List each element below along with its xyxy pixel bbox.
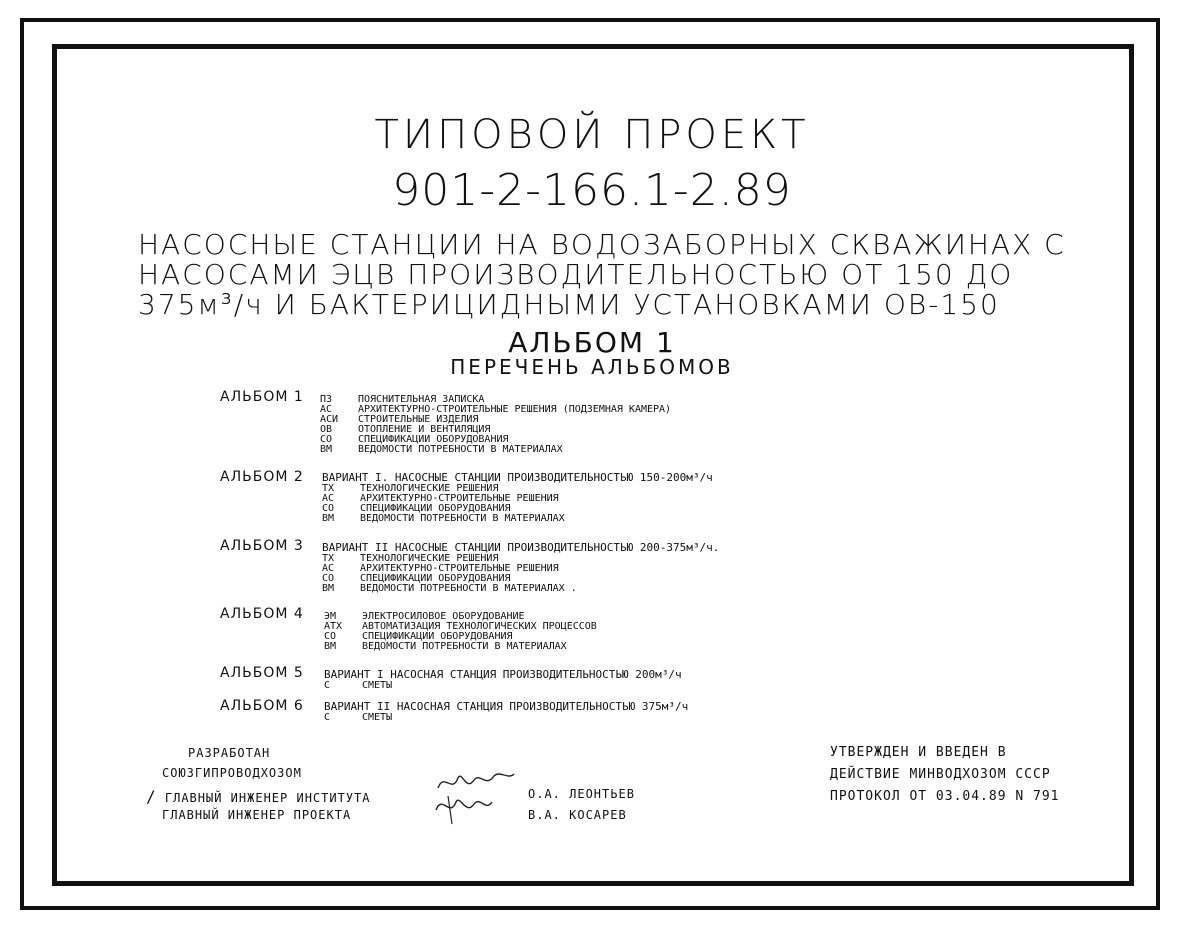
item-code: ВМ [320, 444, 333, 455]
album-2-items [322, 471, 713, 524]
album-1-items [320, 395, 671, 455]
item-text: ТЕХНОЛОГИЧЕСКИЕ РЕШЕНИЯ [360, 553, 499, 564]
approval-line-3: ПРОТОКОЛ ОТ 03.04.89 N 791 [830, 789, 1060, 804]
subtitle-line-3: 375м³/ч И БАКТЕРИЦИДНЫМИ УСТАНОВКАМИ ОВ-150 [138, 288, 1000, 321]
item-code: СО [320, 434, 333, 445]
album-6-items [324, 700, 688, 723]
developed-org: СОЮЗГИПРОВОДХОЗОМ [162, 766, 302, 780]
album-label-1: АЛЬБОМ 1 [220, 389, 304, 405]
item-text: СТРОИТЕЛЬНЫЕ ИЗДЕЛИЯ [358, 414, 479, 425]
item-code: ВМ [322, 583, 335, 594]
item-code: СО [324, 631, 337, 642]
item-code: ТХ [322, 553, 335, 564]
item-text: СПЕЦИФИКАЦИИ ОБОРУДОВАНИЯ [360, 503, 511, 514]
item-code: ВМ [322, 513, 335, 524]
name-2: В.А. КОСАРЕВ [528, 808, 627, 822]
album-header: ВАРИАНТ I НАСОСНАЯ СТАНЦИЯ ПРОИЗВОДИТЕЛЬНОСТЬЮ 200м³/ч [324, 668, 682, 681]
album-header: ВАРИАНТ II НАСОСНАЯ СТАНЦИЯ ПРОИЗВОДИТЕЛЬНОСТЬЮ 375м³/ч [324, 700, 689, 713]
item-text: ЭЛЕКТРОСИЛОВОЕ ОБОРУДОВАНИЕ [362, 611, 525, 622]
item-text: АВТОМАТИЗАЦИЯ ТЕХНОЛОГИЧЕСКИХ ПРОЦЕССОВ [362, 621, 597, 632]
list-item [324, 642, 597, 652]
album-title: АЛЬБОМ 1 [508, 326, 676, 359]
role-chief-project: ГЛАВНЫЙ ИНЖЕНЕР ПРОЕКТА [162, 808, 352, 822]
list-item [324, 681, 682, 691]
item-code: АС [322, 493, 335, 504]
item-text: ВЕДОМОСТИ ПОТРЕБНОСТИ В МАТЕРИАЛАХ [360, 513, 565, 524]
role-chief-institute: ГЛАВНЫЙ ИНЖЕНЕР ИНСТИТУТА [164, 791, 371, 805]
item-text: ТЕХНОЛОГИЧЕСКИЕ РЕШЕНИЯ [360, 483, 499, 494]
item-code: ВМ [324, 641, 337, 652]
item-text: ОТОПЛЕНИЕ И ВЕНТИЛЯЦИЯ [358, 424, 491, 435]
item-code: СО [322, 573, 335, 584]
approval-line-2: ДЕЙСТВИЕ МИНВОДХОЗОМ СССР [830, 767, 1051, 782]
album-header: ВАРИАНТ I. НАСОСНЫЕ СТАНЦИИ ПРОИЗВОДИТЕЛЬНОСТЬЮ 150-200м³/ч [322, 471, 713, 484]
list-item [322, 514, 713, 524]
item-code: АСИ [320, 414, 339, 425]
slash-mark: / [146, 787, 157, 806]
album-label-5: АЛЬБОМ 5 [220, 665, 304, 681]
subtitle-line-1: НАСОСНЫЕ СТАНЦИИ НА ВОДОЗАБОРНЫХ СКВАЖИНАХ С [138, 228, 1066, 261]
item-text: ВЕДОМОСТИ ПОТРЕБНОСТИ В МАТЕРИАЛАХ [362, 641, 567, 652]
approval-block [830, 742, 1060, 808]
album-label-4: АЛЬБОМ 4 [220, 606, 304, 622]
item-text: АРХИТЕКТУРНО-СТРОИТЕЛЬНЫЕ РЕШЕНИЯ [360, 493, 559, 504]
project-number: 901-2-166.1-2.89 [392, 165, 792, 216]
developed-label: РАЗРАБОТАН [188, 746, 271, 760]
album-label-2: АЛЬБОМ 2 [220, 469, 304, 485]
item-code: С [324, 712, 331, 723]
item-text: ВЕДОМОСТИ ПОТРЕБНОСТИ В МАТЕРИАЛАХ . [360, 583, 577, 594]
list-item [324, 713, 688, 723]
item-code: СО [322, 503, 335, 514]
item-code: АС [320, 404, 333, 415]
item-code: ПЗ [320, 394, 333, 405]
item-text: СПЕЦИФИКАЦИИ ОБОРУДОВАНИЯ [358, 434, 509, 445]
item-code: ЭМ [324, 611, 337, 622]
item-text: СМЕТЫ [362, 712, 393, 723]
album-header: ВАРИАНТ II НАСОСНЫЕ СТАНЦИИ ПРОИЗВОДИТЕЛЬНОСТЬЮ 200-375м³/ч. [322, 541, 720, 554]
item-text: СПЕЦИФИКАЦИИ ОБОРУДОВАНИЯ [360, 573, 511, 584]
approval-line-1: УТВЕРЖДЕН И ВВЕДЕН В [830, 745, 1007, 760]
item-text: ВЕДОМОСТИ ПОТРЕБНОСТИ В МАТЕРИАЛАХ [358, 444, 563, 455]
item-code: ТХ [322, 483, 335, 494]
item-text: ПОЯСНИТЕЛЬНАЯ ЗАПИСКА [358, 394, 485, 405]
album-5-items [324, 668, 682, 691]
item-code: АС [322, 563, 335, 574]
list-item [320, 445, 671, 455]
subtitle-line-2: НАСОСАМИ ЭЦВ ПРОИЗВОДИТЕЛЬНОСТЬЮ ОТ 150 ДО [138, 258, 1014, 291]
album-label-6: АЛЬБОМ 6 [220, 698, 304, 714]
list-title: ПЕРЕЧЕНЬ АЛЬБОМОВ [450, 355, 734, 379]
item-code: ОВ [320, 424, 333, 435]
item-code: С [324, 680, 331, 691]
signature-icon [430, 766, 520, 826]
item-text: СМЕТЫ [362, 680, 393, 691]
role-1-row [146, 787, 371, 806]
name-1: О.А. ЛЕОНТЬЕВ [528, 787, 635, 801]
album-3-items [322, 541, 719, 594]
album-4-items [324, 612, 597, 652]
album-label-3: АЛЬБОМ 3 [220, 538, 304, 554]
item-text: АРХИТЕКТУРНО-СТРОИТЕЛЬНЫЕ РЕШЕНИЯ (ПОДЗЕМНАЯ КАМЕРА) [358, 404, 672, 415]
doc-title: ТИПОВОЙ ПРОЕКТ [374, 112, 810, 158]
item-code: АТХ [324, 621, 343, 632]
item-text: СПЕЦИФИКАЦИИ ОБОРУДОВАНИЯ [362, 631, 513, 642]
list-item [322, 584, 719, 594]
item-text: АРХИТЕКТУРНО-СТРОИТЕЛЬНЫЕ РЕШЕНИЯ [360, 563, 559, 574]
